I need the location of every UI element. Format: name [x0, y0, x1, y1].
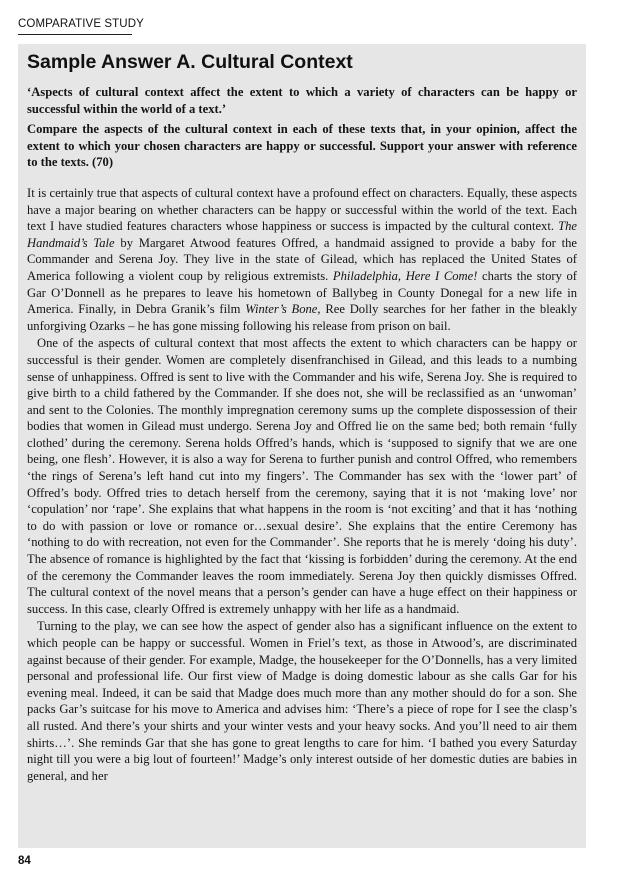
essay-p1-part-b: by Margaret Atwood features Offred, a handmaid assigned to provide a baby for the Commander and Serena Joy. They live in the state of Gilead, which has replaced the United States of America following a violent coup by religious extremists. [27, 235, 577, 283]
essay-paragraph-1 [27, 185, 577, 334]
essay-paragraph-3: Turning to the play, we can see how the aspect of gender also has a significant influence on the extent to which people can be happy or successful. Women in Friel’s text, as those in Atwood’s, are discriminated against because of their gender. For example, Madge, the housekeeper for the O’Donnells, has a very limited personal and professional life. Our first view of Madge is doing domestic labour as she calls Gar for his evening meal. Indeed, it can be said that Madge does much more than any mother should do for a son. She packs Gar’s suitcase for his move to America and advises him: ‘There’s a piece of rope for I see the clasp’s all rusted. And there’s your shirts and your winter vests and your heavy socks. And you’ll need to air them shirts…’. She reminds Gar that she has gone to great lengths to care for him. ‘I bathed you every Saturday night till you were a big lout of fourteen!’ Madge’s only interest outside of her domestic duties are babies in general, and her [27, 619, 577, 783]
text-title-winters-bone: Winter’s Bone, [245, 302, 321, 317]
sample-answer-panel [18, 44, 586, 848]
essay-body [27, 185, 577, 784]
page-title: Sample Answer A. Cultural Context [27, 51, 353, 73]
essay-p1-part-c: charts the story of Gar O’Donnell as he prepares to leave his hometown of Ballybeg in County Donegal for a new life in America. Finally, in Debra Granik’s film [27, 268, 577, 317]
running-header: COMPARATIVE STUDY [18, 16, 132, 35]
essay-p1-part-a: It is certainly true that aspects of cultural context have a profound effect on characters. Equally, these aspects have a major bearing on whether characters can be happy or successful within the world of the text. Each text I have studied features characters whose happiness or success is impacted by the cultural context. [27, 185, 577, 234]
essay-paragraph-2: One of the aspects of cultural context that most affects the extent to which characters can be happy or successful is their gender. Women are completely disenfranchised in Gilead, and this leads to a numbing sense of unhappiness. Offred is sent to live with the Commander and his wife, Serena Joy. She is required to give birth to a child fathered by the Commander. If she does not, she will be reclassified as an ‘unwoman’ and sent to the Colonies. The monthly impregnation ceremony sums up the complete dispossession of their bodies that women in Gilead must undergo. Serena Joy and Offred lie on the same bed; both remain ‘fully clothed’ during the ceremony. Serena holds Offred’s hands, which is ‘supposed to signify that we are one being, one flesh’. However, it is also a way for Serena to further punish and control Offred, who remembers ‘the rings of Serena’s left hand cut into my fingers’. The Commander has sex with the ‘lower part’ of Offred’s body. Offred tries to detach herself from the ceremony, saying that it is not ‘making love’ nor ‘copulation’ nor ‘rape’. She explains that what happens in the room is ‘not exciting’ and that it has ‘nothing to do with passion or love or romance or…sexual desire’. She explains that the entire Ceremony has ‘nothing to do with recreation, not even for the Commander’. She reports that he is merely ‘doing his duty’. The absence of romance is highlighted by the fact that ‘kissing is forbidden’ during the ceremony. At the end of the ceremony the Commander leaves the room immediately. Serena Joy then quickly dismisses Offred. The cultural context of the novel means that a person’s gender can have a huge effect on their happiness or success. In this case, clearly Offred is extremely unhappy with her life as a handmaid. [27, 336, 577, 616]
page-number: 84 [18, 855, 31, 867]
text-title-philadelphia: Philadelphia, Here I Come! [332, 268, 478, 283]
question-quote: ‘Aspects of cultural context affect the extent to which a variety of characters can be happy or successful within the world of a text.’ [27, 85, 577, 116]
essay-p1-part-d: Ree Dolly searches for her father in the bleakly unforgiving Ozarks – he has gone missing following his release from prison on bail. [27, 302, 577, 333]
question-instruction: Compare the aspects of the cultural context in each of these texts that, in your opinion, affect the extent to which your chosen characters are happy or successful. Support your answer with reference to the texts. (70) [27, 122, 577, 170]
text-title-handmaids-tale: The Handmaid’s Tale [27, 219, 577, 250]
